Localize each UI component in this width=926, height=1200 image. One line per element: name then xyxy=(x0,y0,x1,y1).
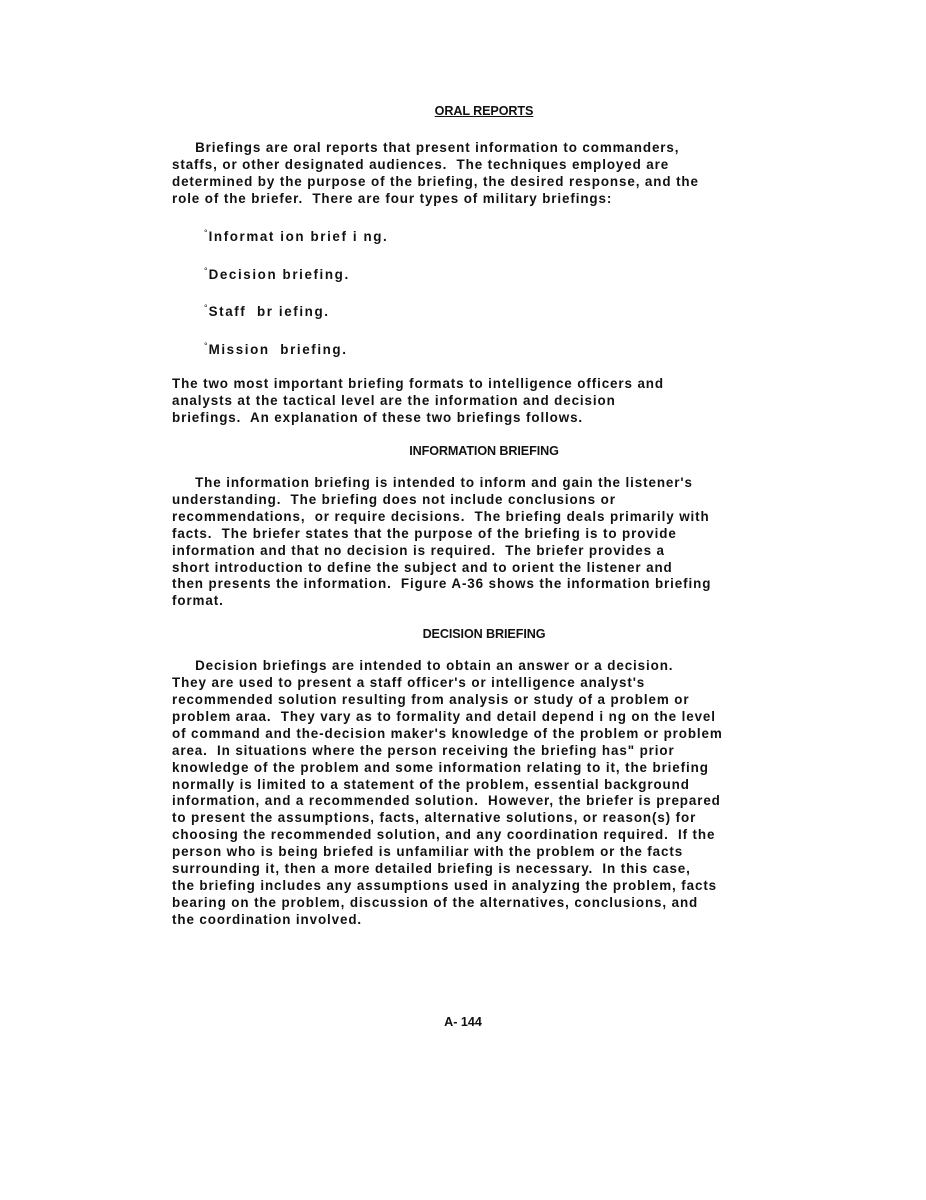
information-briefing-heading: INFORMATION BRIEFING xyxy=(409,443,559,458)
text-line: the coordination involved. xyxy=(172,911,363,927)
page-title: ORAL REPORTS xyxy=(434,104,534,118)
text-line: format. xyxy=(172,593,224,609)
text-line: choosing the recommended solution, and any coordination required. If the xyxy=(172,827,716,843)
list-item-text: Decision briefing. xyxy=(208,266,350,282)
page-number: A- 144 xyxy=(444,1015,482,1029)
text-line: recommended solution resulting from analysis or study of a problem or xyxy=(172,692,690,708)
text-line: to present the assumptions, facts, alternative solutions, or reason(s) for xyxy=(172,810,697,826)
decision-briefing-heading: DECISION BRIEFING xyxy=(422,627,546,642)
text-line: staffs, or other designated audiences. The techniques employed are xyxy=(172,156,670,172)
document-page xyxy=(172,104,796,946)
intro-paragraph xyxy=(172,140,796,208)
text-line: the briefing includes any assumptions used in analyzing the problem, facts xyxy=(172,878,718,893)
briefing-types-list xyxy=(204,225,796,360)
degree-bullet-icon: ° xyxy=(204,341,208,352)
text-line: They are used to present a staff officer's or intelligence analyst's xyxy=(172,675,646,691)
text-line: The information briefing is intended to inform and gain the listener's xyxy=(172,474,693,490)
list-item xyxy=(204,225,796,246)
decision-briefing-paragraph xyxy=(172,658,796,929)
list-item xyxy=(204,338,796,359)
text-line: Briefings are oral reports that present information to commanders, xyxy=(172,140,680,155)
text-line: analysts at the tactical level are the information and decision xyxy=(172,393,616,409)
degree-bullet-icon: ° xyxy=(204,265,208,276)
list-item-text: Staff br iefing. xyxy=(208,304,330,320)
text-line: The two most important briefing formats to intelligence officers and xyxy=(172,376,664,392)
text-line: short introduction to define the subject and to orient the listener and xyxy=(172,559,673,575)
text-line: role of the briefer. There are four types of military briefings: xyxy=(172,190,613,206)
text-line: surrounding it, then a more detailed briefing is necessary. In this case, xyxy=(172,861,691,877)
text-line: person who is being briefed is unfamiliar with the problem or the facts xyxy=(172,844,684,860)
text-line: knowledge of the problem and some information relating to it, the briefing xyxy=(172,759,709,775)
formats-paragraph xyxy=(172,376,796,427)
degree-bullet-icon: ° xyxy=(204,303,208,314)
text-line: understanding. The briefing does not include conclusions or xyxy=(172,491,616,507)
information-briefing-paragraph xyxy=(172,475,796,610)
text-line: then presents the information. Figure A-36 shows the information briefing xyxy=(172,576,712,592)
list-item xyxy=(204,263,796,284)
list-item-text: Mission briefing. xyxy=(208,342,348,358)
text-line: briefings. An explanation of these two briefings follows. xyxy=(172,410,584,426)
text-line: recommendations, or require decisions. The briefing deals primarily with xyxy=(172,508,710,524)
text-line: Decision briefings are intended to obtain an answer or a decision. xyxy=(172,658,674,674)
list-item xyxy=(204,300,796,321)
text-line: information and that no decision is required. The briefer provides a xyxy=(172,542,665,558)
text-line: facts. The briefer states that the purpose of the briefing is to provide xyxy=(172,525,677,541)
text-line: of command and the-decision maker's knowledge of the problem or problem xyxy=(172,725,723,741)
text-line: information, and a recommended solution. However, the briefer is prepared xyxy=(172,793,721,809)
text-line: problem araa. They vary as to formality and detail depend i ng on the level xyxy=(172,708,716,724)
text-line: bearing on the problem, discussion of the alternatives, conclusions, and xyxy=(172,894,699,910)
text-line: normally is limited to a statement of the problem, essential background xyxy=(172,776,690,792)
text-line: area. In situations where the person receiving the briefing has" prior xyxy=(172,742,675,758)
degree-bullet-icon: ° xyxy=(204,227,208,238)
list-item-text: Informat ion brief i ng. xyxy=(208,228,389,244)
text-line: determined by the purpose of the briefing, the desired response, and the xyxy=(172,173,699,189)
